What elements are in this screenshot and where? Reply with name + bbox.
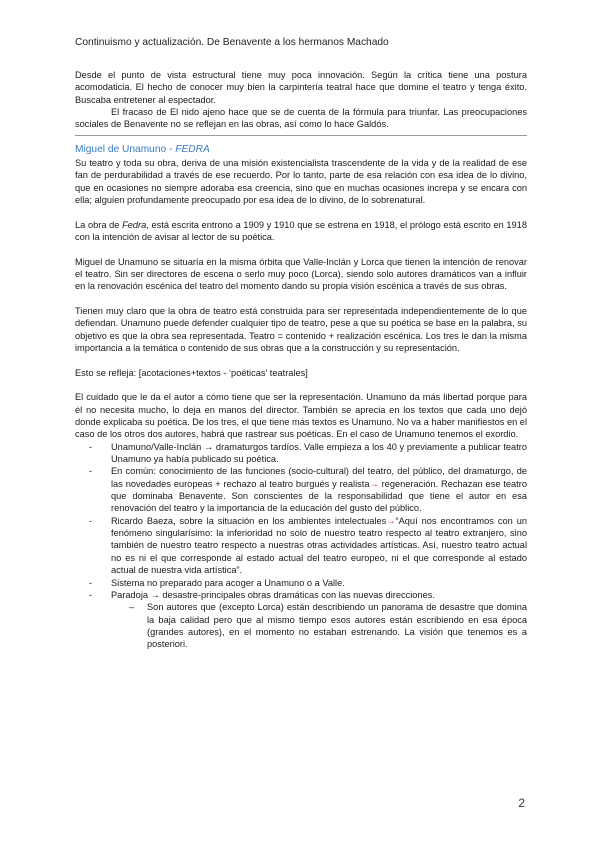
list-item-text: En común: conocimiento de las funciones (socio-cultural) del teatro, del público, del dramaturgo, de las novedades europeas + rechazo al teatro burgués y realista xyxy=(111,466,527,489)
arrow-icon: → xyxy=(386,515,396,526)
sub-bullet-list xyxy=(75,601,527,650)
list-item-text: regeneración. Rechazan ese teatro que dominaba Benavente. Son conscientes de la responsabilidad que tiene el autor en esa renovación del teatro y la importancia de la educación del gusto del público. xyxy=(111,478,527,514)
intro-paragraph-2: El fracaso de El nido ajeno hace que se de cuenta de la fórmula para triunfar. Las preocupaciones sociales de Benavente no se reflejan en las obras, así como lo hace Galdós. xyxy=(75,107,527,130)
bullet-list xyxy=(75,441,527,601)
list-item: - Unamuno/Valle-Inclán → dramaturgos tardíos. Valle empieza a los 40 y previamente a publicar teatro Unamuno ya había publicado su poética. xyxy=(75,441,527,466)
body-paragraph-6: El cuidado que le da el autor a cómo tiene que ser la representación. Unamuno da más libertad porque para él no necesita mucho, lo deja en manos del director. También se aprecia en los textos que cada uno dejó donde explicaba su poética. De los tres, el que tiene más textos es Unamuno. No va a haber manifiestos en el caso de los otros dos autores, habrá que rastrear sus poéticas. En el caso de Unamuno tenemos el exordio. xyxy=(75,392,527,440)
body-paragraph-4: Tienen muy claro que la obra de teatro está construida para ser representada independientemente de lo que defiendan. Unamuno puede defender cualquier tipo de teatro, pese a que su poética se base en la palabra, su objetivo es que la obra sea representada. Teatro = contenido + realización escénica. Los tres le dan la misma importancia a la temática o contenido de sus obras que a la construcción y su representación. xyxy=(75,306,527,354)
page-content xyxy=(75,69,527,651)
section-heading-author: Miguel de Unamuno - xyxy=(75,143,176,155)
list-item xyxy=(75,515,527,577)
body-paragraph-5: Esto se refleja: [acotaciones+textos - ‘poéticas’ teatrales] xyxy=(75,367,308,378)
sub-list-item: – Son autores que (excepto Lorca) están describiendo un panorama de desastre que domina la baja calidad pero que al mismo tiempo esos autores están escribiendo en esa época (grandes autores), en el momento no estaban estrenando. La visión que tenemos es a posteriori. xyxy=(75,601,527,650)
page-number: 2 xyxy=(518,796,525,810)
list-item-text: Ricardo Baeza, sobre la situación en los ambientes intelectuales xyxy=(111,515,387,526)
list-item: - Paradoja → desastre-principales obras dramáticas con las nuevas direcciones. xyxy=(75,589,527,601)
section-divider xyxy=(75,135,527,136)
body-paragraph-2-end: , está escrita entrono a 1909 y 1910 que se estrena en 1918, el prólogo está escrito en 1918 con la intención de avisar al lector de su poética. xyxy=(75,219,527,243)
section-heading-work: FEDRA xyxy=(175,143,210,155)
list-item-text: “Aquí nos encontramos con un fenómeno singularísimo: la inferioridad no solo de nuestro teatro respecto al teatro extranjero, sino también de nuestro teatro respecto a nuestras otras actividades artísticas. Así, nuestro teatro actual no es ni el que corresponde al estado actual del teatro europeo, ni el que corresponde al estado actual de nuestra vida artística”. xyxy=(111,515,527,576)
section-heading xyxy=(75,144,527,156)
page-header: Continuismo y actualización. De Benavente a los hermanos Machado xyxy=(75,37,389,48)
arrow-icon: → xyxy=(369,478,379,489)
body-paragraph-3: Miguel de Unamuno se situaría en la misma órbita que Valle-Inclán y Lorca que tienen la intención de renovar el teatro. Sin ser directores de escena o serlo muy poco (Lorca), siendo solo autores dramáticos van a influir en la renovación escénica del teatro del momento dando su propia visión escénica a través de sus obras. xyxy=(75,256,527,292)
body-paragraph-2-start: La obra de xyxy=(75,219,123,230)
body-paragraph-2 xyxy=(75,219,527,244)
body-paragraph-1: Su teatro y toda su obra, deriva de una misión existencialista trascendente de la vida y de la realidad de ese fan de perdurabilidad a través de ese recuerdo. Por lo tanto, parte de esa relación con esa idea de lo divino, que en ocasiones no siempre adoraba esa creencia, sino que en muchas ocasiones increpa y se encara con ella; alguien profundamente preocupado por esa idea de lo divino, de lo sobrenatural. xyxy=(75,158,527,206)
intro-paragraph-1: Desde el punto de vista estructural tiene muy poca innovación. Según la crítica tiene una postura acomodaticia. El hecho de conocer muy bien la carpintería teatral hace que domine el teatro y tenga éxito. Buscaba entretener al espectador. xyxy=(75,70,527,105)
list-item xyxy=(75,465,527,514)
work-title-fedra: Fedra xyxy=(122,219,147,230)
list-item: - Sistema no preparado para acoger a Unamuno o a Valle. xyxy=(75,577,527,589)
